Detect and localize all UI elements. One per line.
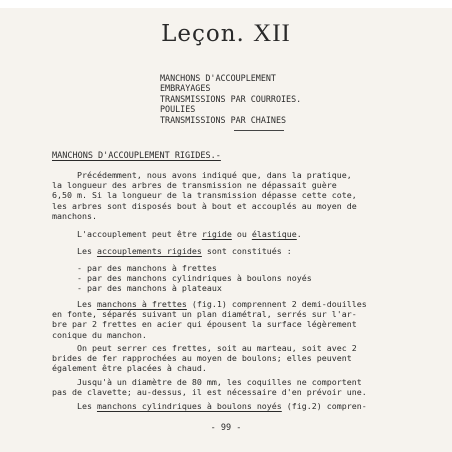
text-line: également être placées à chaud. — [52, 363, 207, 374]
term-elastique: élastique — [251, 229, 297, 239]
lesson-title-word: Leçon. — [161, 21, 245, 47]
paragraph-manchons-frettes — [52, 299, 424, 340]
text-line: On peut serrer ces frettes, soit au marteau, soit avec 2 — [52, 343, 357, 353]
text-run: Les — [52, 401, 97, 411]
text-line: bre par 2 frettes en acier qui épousent la surface légèrement — [52, 319, 357, 330]
summary-item: EMBRAYAGES — [160, 83, 211, 94]
bullet-list — [52, 263, 424, 294]
summary-divider — [234, 130, 284, 131]
text-line: Précédemment, nous avons indiqué que, dans la pratique, — [52, 170, 352, 180]
text-run: Les — [52, 246, 97, 256]
summary-item: POULIES — [160, 104, 196, 115]
lesson-summary — [160, 73, 301, 131]
term-accouplements-rigides: accouplements rigides — [96, 246, 202, 256]
section-heading: MANCHONS D'ACCOUPLEMENT RIGIDES.- — [52, 151, 221, 161]
text-run: L'accouplement peut être — [52, 229, 202, 239]
text-run: ou — [231, 229, 252, 239]
text-line: 6,50 m. Si la longueur de la transmission dépasse cette cote, — [52, 190, 357, 201]
text-run: sont constitués : — [201, 246, 292, 256]
term-manchons-cylindriques: manchons cylindriques à boulons noyés — [96, 401, 282, 411]
term-rigide: rigide — [201, 229, 232, 239]
text-line: brides de fer rapprochées au moyen de boulons; elles peuvent — [52, 353, 352, 364]
summary-item: MANCHONS D'ACCOUPLEMENT — [160, 73, 276, 83]
paragraph-serrage — [52, 343, 424, 374]
text-run: (fig.2) compren- — [281, 401, 367, 411]
text-run: Les — [52, 299, 97, 309]
list-item: - par des manchons à plateaux — [52, 283, 222, 294]
text-line: en fonte, séparés suivant un plan diamétral, serrés sur l'ar- — [52, 309, 357, 320]
summary-item: TRANSMISSIONS PAR CHAINES — [160, 114, 287, 125]
summary-item: TRANSMISSIONS PAR COURROIES. — [160, 93, 302, 104]
text-line: manchons. — [52, 210, 97, 221]
text-line: la longueur des arbres de transmission ne dépassait guère — [52, 180, 337, 191]
text-line: les arbres sont disposés bout à bout et accouplés au moyen de — [52, 200, 357, 211]
lesson-title-number: XII — [253, 20, 291, 47]
paragraph-accouplements-rigides — [52, 246, 424, 256]
text-line: Jusqu'à un diamètre de 80 mm, les coquilles ne comportent — [52, 377, 362, 387]
paragraph-diametre — [52, 377, 424, 397]
lesson-title — [0, 20, 452, 48]
paragraph-intro — [52, 170, 424, 221]
list-item: - par des manchons à frettes — [52, 263, 217, 273]
page-number: - 99 - — [210, 423, 242, 433]
term-manchons-frettes: manchons à frettes — [96, 299, 187, 309]
text-line: pas de clavette; au-dessus, il est nécessaire d'en prévoir une. — [52, 387, 367, 398]
paragraph-manchons-cylindriques — [52, 401, 424, 411]
text-run: (fig.1) comprennent 2 demi-douilles — [186, 299, 367, 309]
text-line: conique du manchon. — [52, 329, 147, 340]
text-run: . — [296, 229, 302, 239]
paragraph-accouplement — [52, 229, 424, 239]
list-item: - par des manchons cylindriques à boulons noyés — [52, 273, 312, 284]
